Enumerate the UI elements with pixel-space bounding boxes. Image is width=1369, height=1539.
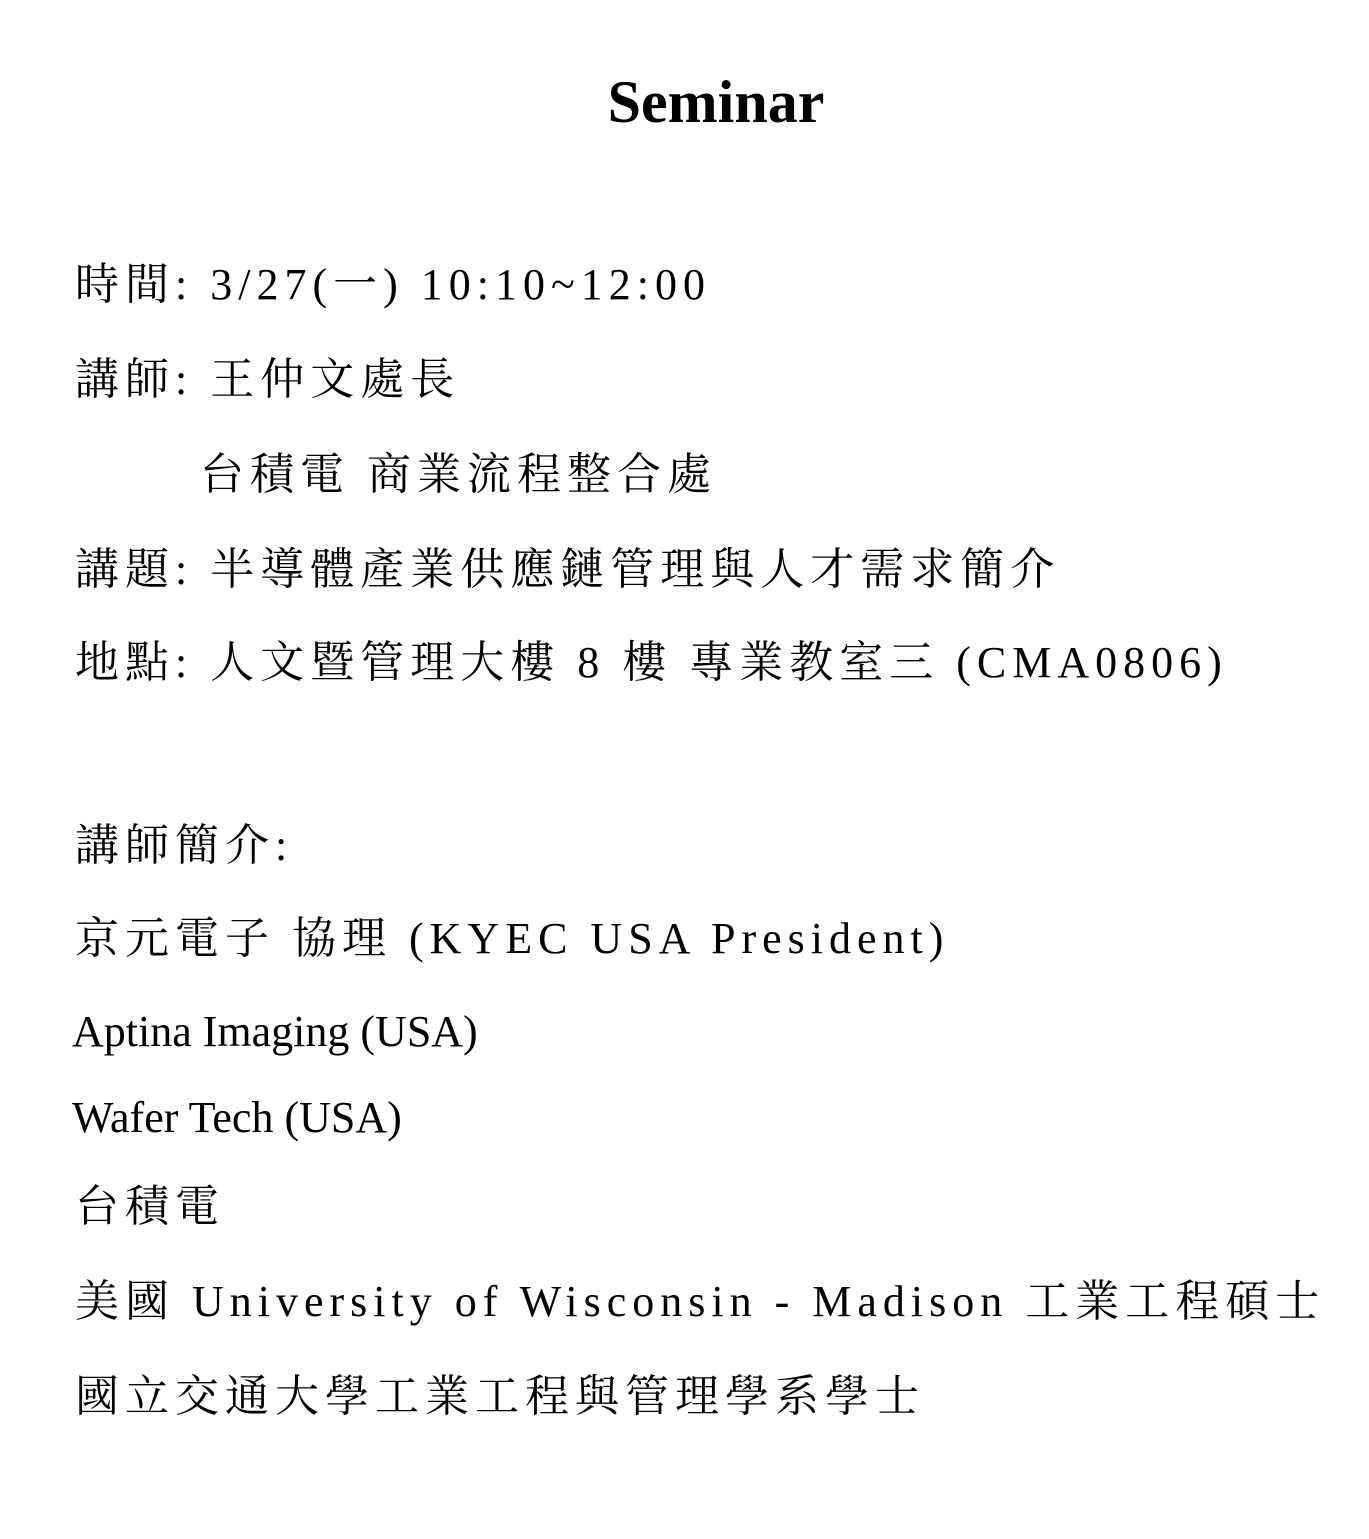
page-title: Seminar [607, 69, 825, 135]
topic-line: 講題: 半導體產業供應鏈管理與人才需求簡介 [75, 545, 1061, 594]
bio-item-aptina: Aptina Imaging (USA) [72, 1007, 478, 1056]
bio-heading: 講師簡介: [75, 821, 294, 870]
bio-item-masters: 美國 University of Wisconsin - Madison 工業工程碩士 [75, 1277, 1326, 1326]
bio-item-bachelors: 國立交通大學工業工程與管理學系學士 [75, 1372, 925, 1421]
bio-item-kyec: 京元電子 協理 (KYEC USA President) [75, 914, 950, 963]
speaker-line: 講師: 王仲文處長 [75, 355, 461, 404]
location-line: 地點: 人文暨管理大樓 8 樓 專業教室三 (CMA0806) [75, 638, 1228, 687]
time-line: 時間: 3/27(一) 10:10~12:00 [75, 260, 712, 309]
bio-item-tsmc: 台積電 [75, 1182, 225, 1231]
bio-item-wafertech: Wafer Tech (USA) [72, 1093, 402, 1142]
speaker-affiliation: 台積電 商業流程整合處 [200, 450, 717, 499]
